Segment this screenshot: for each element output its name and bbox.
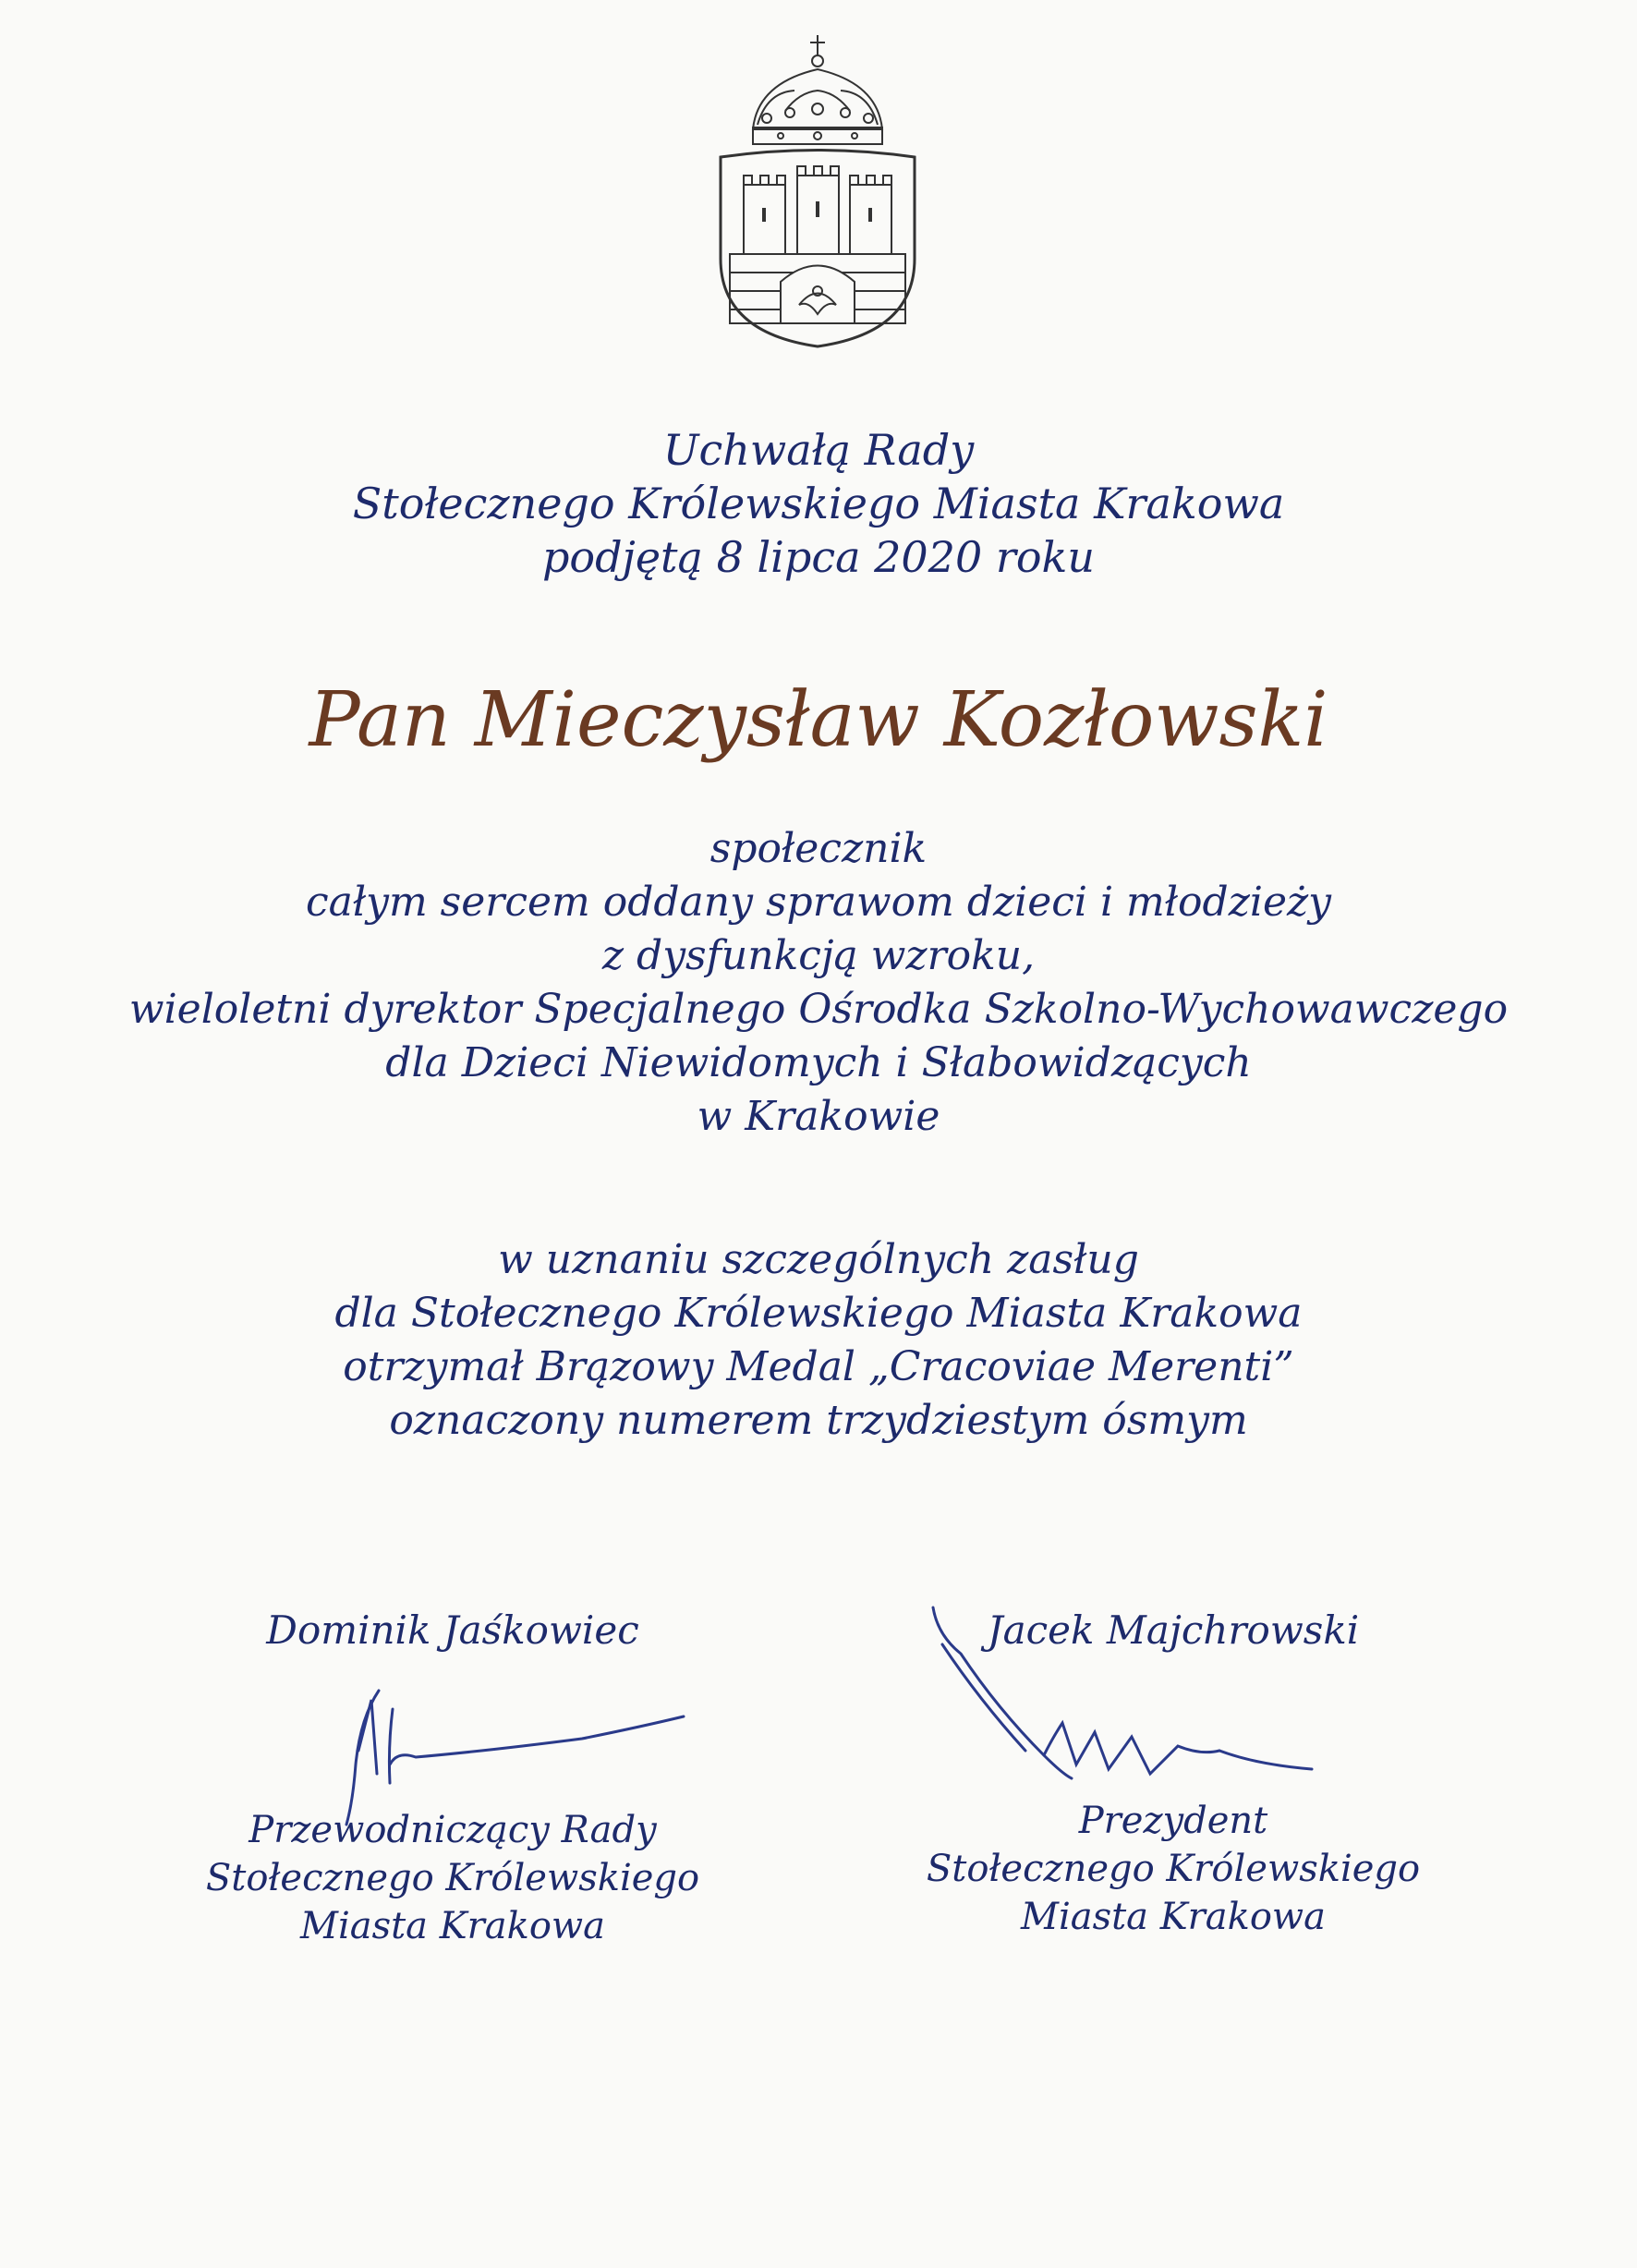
award-line-1: w uznaniu szczególnych zasług — [498, 1236, 1139, 1283]
handwritten-signature-right — [924, 1598, 1349, 1811]
description-line-1: społecznik — [709, 825, 928, 872]
signatory-right-role — [887, 1797, 1460, 1941]
description-line-6: w Krakowie — [697, 1093, 940, 1140]
header-line-3: podjętą 8 lipca 2020 roku — [541, 532, 1096, 582]
award-statement — [0, 1233, 1637, 1448]
description-line-3: z dysfunkcją wzroku, — [601, 932, 1036, 979]
header-line-1: Uchwałą Rady — [662, 425, 975, 475]
award-line-3: otrzymał Brązowy Medal „Cracoviae Merenti” — [343, 1343, 1294, 1390]
recipient-name: Pan Mieczysław Kozłowski — [309, 676, 1328, 764]
description-line-2: całym sercem oddany sprawom dzieci i młodzieży — [305, 879, 1332, 926]
signatory-right-name: Jacek Majchrowski — [987, 1607, 1360, 1653]
right-role-line-3: Miasta Krakowa — [1020, 1896, 1327, 1938]
signatory-left-name: Dominik Jaśkowiec — [266, 1607, 639, 1653]
left-role-line-1: Przewodniczący Rady — [249, 1809, 657, 1851]
left-role-line-3: Miasta Krakowa — [299, 1905, 606, 1947]
signatory-right — [887, 1607, 1460, 1977]
krakow-coat-of-arms-icon — [702, 28, 933, 351]
resolution-header — [0, 423, 1637, 584]
description-line-5: dla Dzieci Niewidomych i Słabowidzących — [385, 1039, 1252, 1086]
award-line-2: dla Stołecznego Królewskiego Miasta Krakowa — [334, 1290, 1303, 1337]
right-role-line-1: Prezydent — [1078, 1800, 1268, 1842]
award-line-4: oznaczony numerem trzydziestym ósmym — [389, 1397, 1248, 1444]
signatory-left — [166, 1607, 739, 1977]
signatory-left-role — [166, 1806, 739, 1950]
description-line-4: wieloletni dyrektor Specjalnego Ośrodka Szkolno-Wychowawczego — [128, 986, 1509, 1033]
recipient-description — [0, 822, 1637, 1144]
header-line-2: Stołecznego Królewskiego Miasta Krakowa — [352, 479, 1285, 528]
left-role-line-2: Stołecznego Królewskiego — [205, 1857, 700, 1899]
right-role-line-2: Stołecznego Królewskiego — [926, 1848, 1421, 1890]
